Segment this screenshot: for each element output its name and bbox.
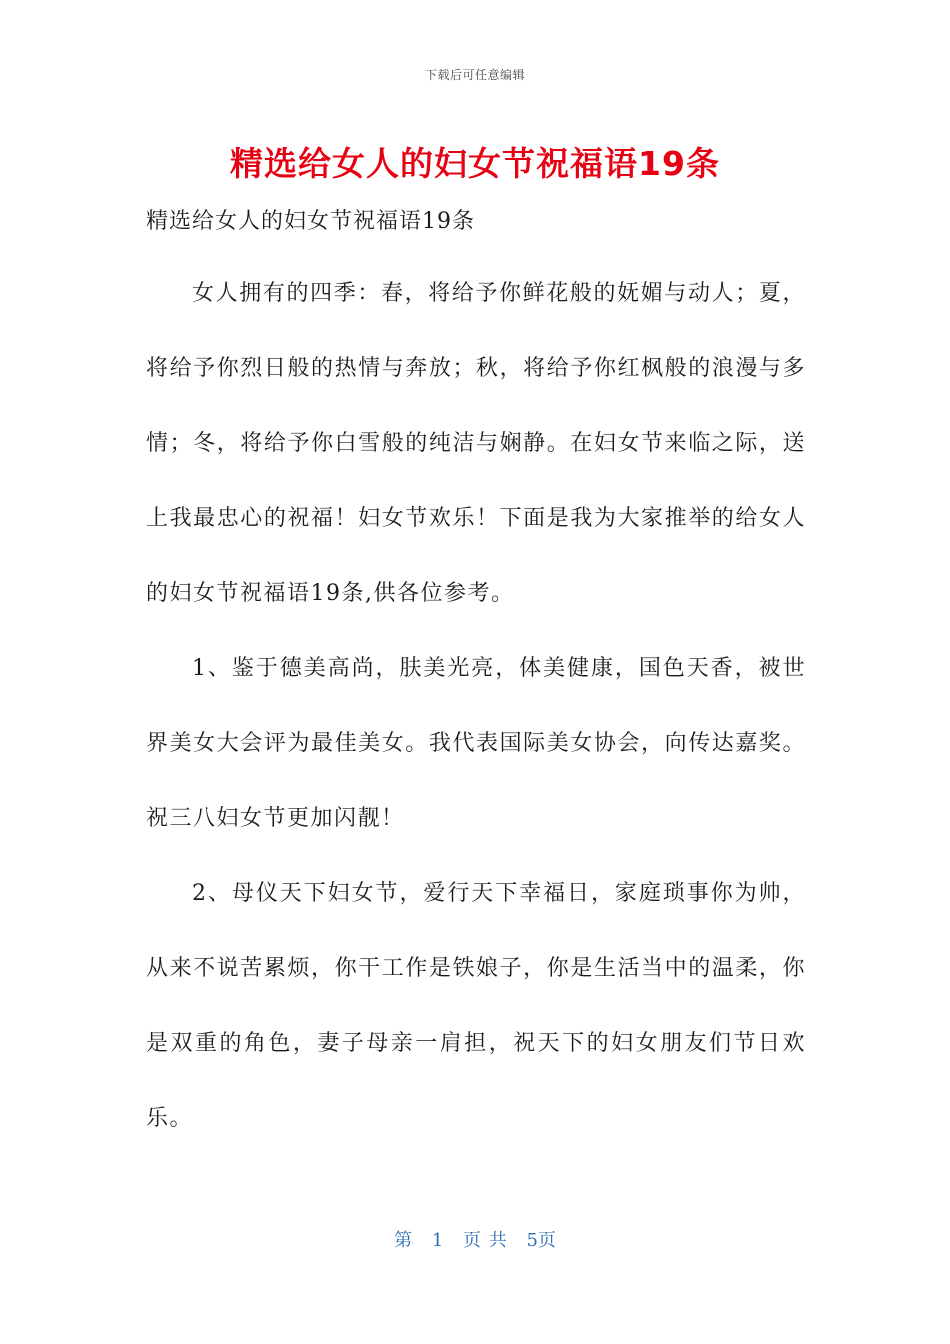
page-footer xyxy=(0,1226,950,1252)
footer-total-pages: 5页 xyxy=(526,1230,556,1251)
paragraph-item-1: 1、鉴于德美高尚，肤美光亮，体美健康，国色天香，被世界美女大会评为最佳美女。我代表国际美女协会，向传达嘉奖。祝三八妇女节更加闪靓！ xyxy=(146,656,806,831)
footer-current-page: 1 xyxy=(431,1230,444,1251)
document-title: 精选给女人的妇女节祝福语19条 xyxy=(230,144,720,183)
document-body xyxy=(146,256,806,1156)
header-note: 下载后可任意编辑 xyxy=(424,68,525,82)
footer-prefix: 第 xyxy=(394,1230,413,1251)
paragraph-intro: 女人拥有的四季：春，将给予你鲜花般的妩媚与动人；夏，将给予你烈日般的热情与奔放；秋，将给予你红枫般的浪漫与多情；冬，将给予你白雪般的纯洁与娴静。在妇女节来临之际，送上我最忠心的祝福！妇女节欢乐！下面是我为大家推举的给女人的妇女节祝福语19条,供各位参考。 xyxy=(146,281,806,606)
document-subtitle: 精选给女人的妇女节祝福语19条 xyxy=(146,209,475,234)
footer-mid: 页 共 xyxy=(463,1230,507,1251)
paragraph-item-2: 2、母仪天下妇女节，爱行天下幸福日，家庭琐事你为帅，从来不说苦累烦，你干工作是铁娘子，你是生活当中的温柔，你是双重的角色，妻子母亲一肩担，祝天下的妇女朋友们节日欢乐。 xyxy=(146,881,806,1131)
